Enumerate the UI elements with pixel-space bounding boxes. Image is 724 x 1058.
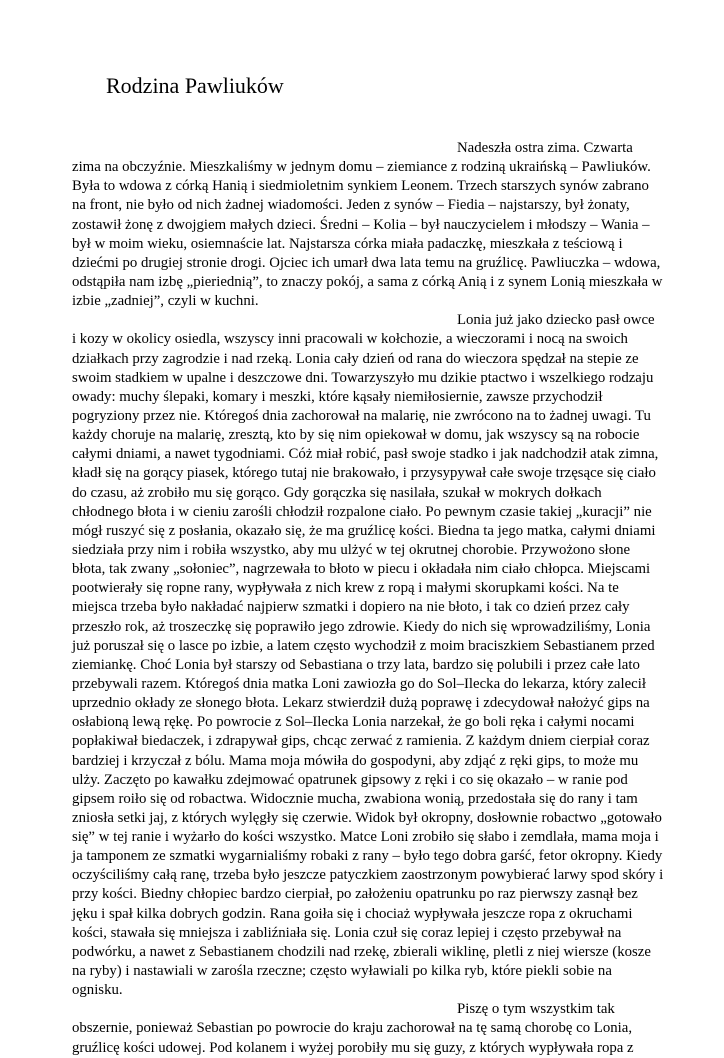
text-line: działkach przy zagrodzie i nad rzeką. Lonia cały dzień od rana do wieczora spędzał na stepie ze xyxy=(72,350,639,367)
text-line: oczyściliśmy całą ranę, trzeba było jeszcze patyczkiem zaostrzonym powybierać larwy spod skóry i xyxy=(72,867,664,884)
text-line: całymi dniami, a nawet tygodniami. Cóż miał robić, pasł swoje stadko i jak nadchodził atak zimna, xyxy=(72,446,659,463)
text-line: izbie „zadniej”, czyli w kuchni. xyxy=(72,293,259,310)
text-line xyxy=(72,1000,652,1019)
text-line: gruźlicę kości udowej. Pod kolanem i wyżej porobiły mu się guzy, z których wypływała ropa z xyxy=(72,1039,634,1056)
text-line: ulży. Zaczęto po kawałku zdejmować opatrunek gipsowy z ręki i co się okazało – w ranie pod xyxy=(72,771,628,788)
text-line: gipsem roiło się od robactwa. Widocznie mucha, zwabiona wonią, przedostała się do rany i tam xyxy=(72,790,638,807)
text-line: przebywali razem. Któregoś dnia matka Loni zawiozła go do Sol–Ilecka do lekarza, który zalecił xyxy=(72,675,646,692)
text-line: kładł się na gorący piasek, którego tutaj nie brakowało, i przysypywał całe swoje trzęsące się ciało xyxy=(72,465,656,482)
paragraph-start: Piszę o tym wszystkim tak xyxy=(457,1001,615,1018)
text-line: Była to wdowa z córką Hanią i siedmioletnim synkiem Leonem. Trzech starszych synów zabrano xyxy=(72,178,649,195)
text-line: obszernie, ponieważ Sebastian po powrocie do kraju zachorował na tę samą chorobę co Lonia, xyxy=(72,1020,633,1037)
text-line: ognisku. xyxy=(72,982,123,999)
text-line: bardziej i krzyczał z bólu. Mama moja mówiła do gospodyni, aby zdjąć z ręki gips, to może mu xyxy=(72,752,639,769)
text-line: błota, tak zwany „sołoniec”, nagrzewała to błoto w piecu i okładała nim ciało chłopca. Miejscami xyxy=(72,561,651,578)
text-line: siedziała przy nim i robiła wszystko, aby mu ulżyć w tej okrutnej chorobie. Przywożono słone xyxy=(72,541,631,558)
text-line: miejsca trzeba było nakładać najpierw szmatki i dopiero na nie błoto, i tak co dzień przez cały xyxy=(72,599,630,616)
text-line: przeszło rok, aż troszeczkę się poprawiło jego zdrowie. Kiedy do nich się wprowadziliśmy, Lonia xyxy=(72,618,651,635)
text-line: ziemiankę. Choć Lonia był starszy od Sebastiana o trzy lata, bardzo się polubili i przez całe lato xyxy=(72,656,640,673)
text-line: mógł ruszyć się z posłania, okazało się, że ma gruźlicę kości. Biedna ta jego matka, całymi dniami xyxy=(72,522,656,539)
text-line: do czasu, aż zrobiło mu się gorąco. Gdy gorączka się nasilała, szukał w mokrych dołkach xyxy=(72,484,602,501)
text-line: owady: muchy ślepaki, komary i meszki, które kąsały niemiłosiernie, zawsze przychodził xyxy=(72,388,603,405)
text-line: na front, nie było od nich żadnej wiadomości. Jeden z synów – Fiedia – najstarszy, był żonaty, xyxy=(72,197,630,214)
text-line: dziećmi po drugiej stronie drogi. Ojciec ich umarł dwa lata temu na gruźlicę. Pawliuczka – wdowa, xyxy=(72,254,661,271)
text-line: uprzednio okłady ze słonego błota. Lekarz stwierdził dużą poprawę i zdecydował nałożyć gips na xyxy=(72,695,650,712)
text-line: zniosła setki jaj, z których wylęgły się czerwie. Widok był okropny, dosłownie robactwo „gotowało xyxy=(72,809,662,826)
text-line: pogryziony przez nie. Któregoś dnia zachorował na malarię, nie zwrócono na to żadnej uwagi. Tu xyxy=(72,407,651,424)
text-line xyxy=(72,311,655,330)
text-line: zima na obczyźnie. Mieszkaliśmy w jednym domu – ziemiance z rodziną ukraińską – Pawliuków. xyxy=(72,159,651,176)
text-line: jęku i spał kilka dobrych godzin. Rana goiła się i chociaż wypływała jeszcze ropa z okruchami xyxy=(72,905,633,922)
text-line: na ryby) i nastawiali w zarośla rzeczne; często wyławiali po kilka ryb, które piekli sobie na xyxy=(72,963,612,980)
text-line: podwórku, a nawet z Sebastianem chodzili nad rzekę, zbierali wiklinę, pletli z niej wiersze (kosze xyxy=(72,943,651,960)
document-body xyxy=(72,139,664,1058)
text-line: kości, stawała się mniejsza i zabliźniała się. Lonia czuł się coraz lepiej i często przebywał na xyxy=(72,924,622,941)
text-line xyxy=(72,139,652,158)
text-line: zostawił żonę z dwojgiem małych dzieci. Średni – Kolia – był nauczycielem i młodszy – Wania – xyxy=(72,216,650,233)
text-line: chłodnego błota i w cieniu zarośli chłodził rozpalone ciało. Po pewnym czasie takiej „kuracji” nie xyxy=(72,503,652,520)
paragraph-start: Nadeszła ostra zima. Czwarta xyxy=(457,140,633,156)
text-line: już poruszał się o lasce po izbie, a latem często wychodził z moim braciszkiem Sebastianem przed xyxy=(72,637,655,654)
paragraph-start: Lonia już jako dziecko pasł owce xyxy=(457,312,655,329)
text-line: był w moim wieku, osiemnaście lat. Najstarsza córka miała padaczkę, mieszkała z teściową i xyxy=(72,235,623,252)
text-line: swoim stadkiem w upalne i deszczowe dni. Towarzyszyło mu dzikie ptactwo i wszelkiego rodzaju xyxy=(72,369,654,386)
text-line: popłakiwał biedaczek, i zdrapywał gips, chcąc zerwać z ramienia. Z każdym dniem cierpiał coraz xyxy=(72,733,650,750)
text-line: i kozy w okolicy osiedla, wszyscy inni pracowali w kołchozie, a wieczorami i nocą na swoich xyxy=(72,331,628,348)
text-line: ja tamponem ze szmatki wygarnialiśmy robaki z rany – było tego dobra garść, fetor okropny. Kiedy xyxy=(72,848,663,865)
document-title: Rodzina Pawliuków xyxy=(106,73,284,98)
text-line: pootwierały się ropne rany, wypływała z nich krew z ropą i małymi skorupkami kości. Na te xyxy=(72,580,619,597)
text-line: przy kości. Biedny chłopiec bardzo cierpiał, po założeniu opatrunku po raz pierwszy zasnął bez xyxy=(72,886,638,903)
text-line: każdy choruje na malarię, zresztą, kto by się nim opiekował w domu, jak wszyscy są na robocie xyxy=(72,427,640,444)
text-line: się” w tej ranie i wyżarło do kości wszystko. Matce Loni zrobiło się słabo i zemdlała, mama moja i xyxy=(72,829,659,846)
text-line: odstąpiła nam izbę „pieriednią”, to znaczy pokój, a sama z córką Anią i z synem Lonią mieszkała w xyxy=(72,273,663,290)
text-line: osłabioną lewą rękę. Po powrocie z Sol–Ilecka Lonia narzekał, że go boli ręka i całymi nocami xyxy=(72,714,635,731)
